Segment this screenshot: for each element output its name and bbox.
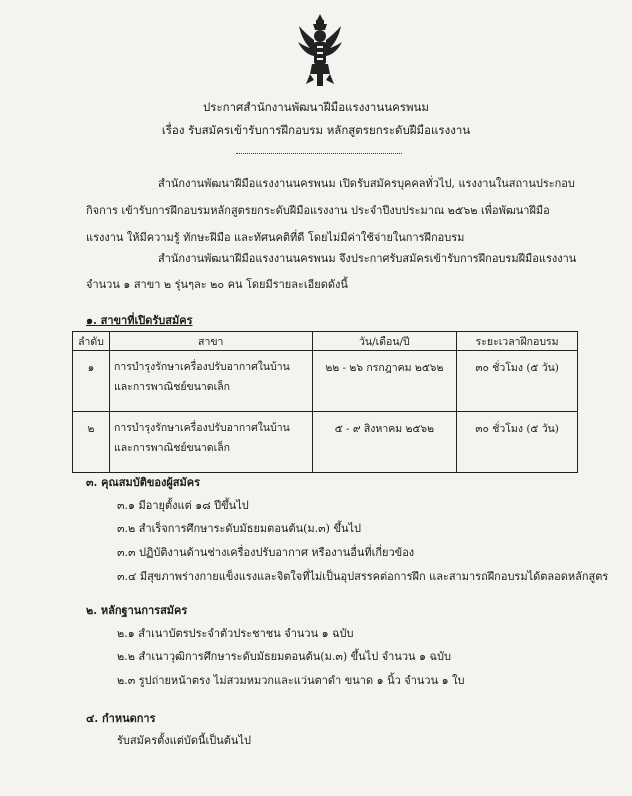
section-1-title: ๑. สาขาที่เปิดรับสมัคร: [86, 314, 193, 327]
intro-line-1: สำนักงานพัฒนาฝีมือแรงงานนครพนม เปิดรับสมัครบุคคลทั่วไป, แรงงานในสถานประกอบ: [158, 177, 575, 190]
announcement-subject: เรื่อง รับสมัครเข้ารับการฝึกอบรม หลักสูตรยกระดับฝีมือแรงงาน: [161, 123, 471, 137]
table-header-row: [73, 332, 578, 351]
course-table: [72, 331, 578, 473]
row-no: ๑: [73, 351, 110, 412]
section-4-title: ๔. กำหนดการ: [86, 712, 156, 725]
row-branch: [109, 351, 312, 412]
intro-line-4: สำนักงานพัฒนาฝีมือแรงงานนครพนม จึงประกาศรับสมัครเข้ารับการฝึกอบรมฝีมือแรงงาน: [158, 252, 577, 265]
header-no: ลำดับ: [73, 332, 110, 351]
row-duration: ๓๐ ชั่วโมง (๕ วัน): [457, 351, 578, 412]
qualification-item: ๓.๒ สำเร็จการศึกษาระดับมัธยมตอนต้น(ม.๓) ขึ้นไป: [117, 522, 362, 535]
header-duration: ระยะเวลาฝึกอบรม: [457, 332, 578, 351]
section-3-title: ๓. คุณสมบัติของผู้สมัคร: [86, 476, 201, 489]
dotted-divider: [236, 153, 402, 154]
qualification-item: ๓.๔ มีสุขภาพร่างกายแข็งแรงและจิตใจที่ไม่เป็นอุปสรรคต่อการฝึก และสามารถฝึกอบรมได้ตลอดหลักสูตร: [117, 570, 609, 583]
announcement-title: ประกาศสำนักงานพัฒนาฝีมือแรงงานนครพนม: [202, 100, 429, 114]
intro-line-5: จำนวน ๑ สาขา ๒ รุ่นๆละ ๒๐ คน โดยมีรายละเอียดดังนี้: [86, 278, 348, 291]
qualification-item: ๓.๑ มีอายุตั้งแต่ ๑๘ ปีขึ้นไป: [117, 499, 249, 512]
schedule-text: รับสมัครตั้งแต่บัดนี้เป็นต้นไป: [117, 734, 251, 747]
row-branch-line-2: และการพาณิชย์ขนาดเล็ก: [113, 381, 231, 393]
row-duration: ๓๐ ชั่วโมง (๕ วัน): [457, 412, 578, 473]
garuda-emblem: [296, 12, 344, 88]
document-item: ๒.๒ สำเนาวุฒิการศึกษาระดับมัธยมตอนต้น(ม.๓) ขึ้นไป จำนวน ๑ ฉบับ: [117, 650, 451, 663]
qualification-item: ๓.๓ ปฏิบัติงานด้านช่างเครื่องปรับอากาศ หรืองานอื่นที่เกี่ยวข้อง: [117, 546, 415, 559]
row-branch-line-2: และการพาณิชย์ขนาดเล็ก: [113, 442, 231, 454]
row-date: ๕ - ๙ สิงหาคม ๒๕๖๒: [312, 412, 457, 473]
section-2-title: ๒. หลักฐานการสมัคร: [86, 604, 188, 617]
table-row: [73, 412, 578, 473]
table-row: [73, 351, 578, 412]
document-item: ๒.๓ รูปถ่ายหน้าตรง ไม่สวมหมวกและแว่นตาดำ ขนาด ๑ นิ้ว จำนวน ๑ ใบ: [117, 674, 465, 687]
row-branch-line-1: การบำรุงรักษาเครื่องปรับอากาศในบ้าน: [113, 361, 290, 373]
document-item: ๒.๑ สำเนาบัตรประจำตัวประชาชน จำนวน ๑ ฉบับ: [117, 627, 354, 640]
row-branch: [109, 412, 312, 473]
header-branch: สาขา: [109, 332, 312, 351]
intro-line-2: กิจการ เข้ารับการฝึกอบรมหลักสูตรยกระดับฝีมือแรงงาน ประจำปีงบประมาณ ๒๕๖๒ เพื่อพัฒนาฝีมือ: [86, 204, 550, 217]
row-branch-line-1: การบำรุงรักษาเครื่องปรับอากาศในบ้าน: [113, 422, 290, 434]
intro-line-3: แรงงาน ให้มีความรู้ ทักษะฝีมือ และทัศนคติที่ดี โดยไม่มีค่าใช้จ่ายในการฝึกอบรม: [86, 231, 465, 244]
header-date: วัน/เดือน/ปี: [312, 332, 457, 351]
row-date: ๒๒ - ๒๖ กรกฎาคม ๒๕๖๒: [312, 351, 457, 412]
row-no: ๒: [73, 412, 110, 473]
